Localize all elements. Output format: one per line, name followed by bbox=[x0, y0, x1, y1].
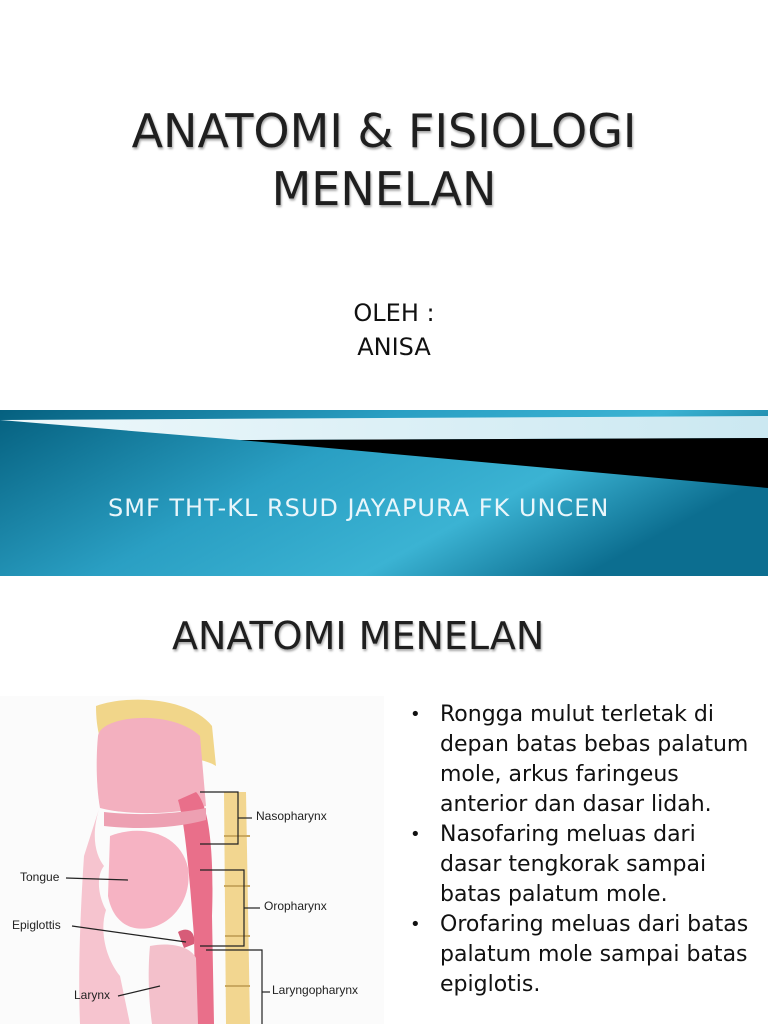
slide-title-line-1: ANATOMI & FISIOLOGI bbox=[131, 104, 637, 158]
bullet-dot-icon: • bbox=[410, 824, 421, 845]
pharynx-anatomy-figure bbox=[0, 696, 384, 1024]
subtitle-author: ANISA bbox=[357, 333, 431, 361]
slide-gap bbox=[0, 576, 768, 588]
bullet-text: Rongga mulut terletak di depan batas bebas palatum mole, arkus faringeus anterior dan dasar lidah. bbox=[440, 702, 749, 817]
bullet-item bbox=[408, 820, 753, 910]
label-larynx: Larynx bbox=[74, 988, 111, 1002]
bullet-dot-icon: • bbox=[410, 914, 421, 935]
slide-footer: SMF THT-KL RSUD JAYAPURA FK UNCEN bbox=[108, 494, 610, 522]
label-tongue: Tongue bbox=[20, 870, 60, 884]
slide-subtitle bbox=[0, 296, 768, 364]
bullet-text: Nasofaring meluas dari dasar tengkorak sampai batas palatum mole. bbox=[440, 822, 707, 907]
anatomy-slide bbox=[0, 588, 768, 1024]
pharynx-illustration bbox=[0, 696, 384, 1024]
bullet-item bbox=[408, 910, 753, 1000]
bullet-list bbox=[408, 700, 753, 1000]
label-nasopharynx: Nasopharynx bbox=[256, 809, 327, 823]
footer-band bbox=[0, 410, 768, 576]
slide-title bbox=[0, 102, 768, 218]
label-epiglottis: Epiglottis bbox=[12, 918, 61, 932]
epiglottis-shape bbox=[178, 930, 194, 948]
label-oropharynx: Oropharynx bbox=[264, 899, 327, 913]
bullet-item bbox=[408, 700, 753, 820]
bullet-dot-icon: • bbox=[410, 704, 421, 725]
slide-title: ANATOMI MENELAN bbox=[172, 614, 545, 658]
bullet-text: Orofaring meluas dari batas palatum mole sampai batas epiglotis. bbox=[440, 912, 749, 997]
slide-title-line-2: MENELAN bbox=[271, 162, 497, 216]
label-laryngopharynx: Laryngopharynx bbox=[272, 983, 359, 997]
subtitle-by: OLEH : bbox=[353, 299, 435, 327]
larynx-shape bbox=[149, 945, 198, 1024]
